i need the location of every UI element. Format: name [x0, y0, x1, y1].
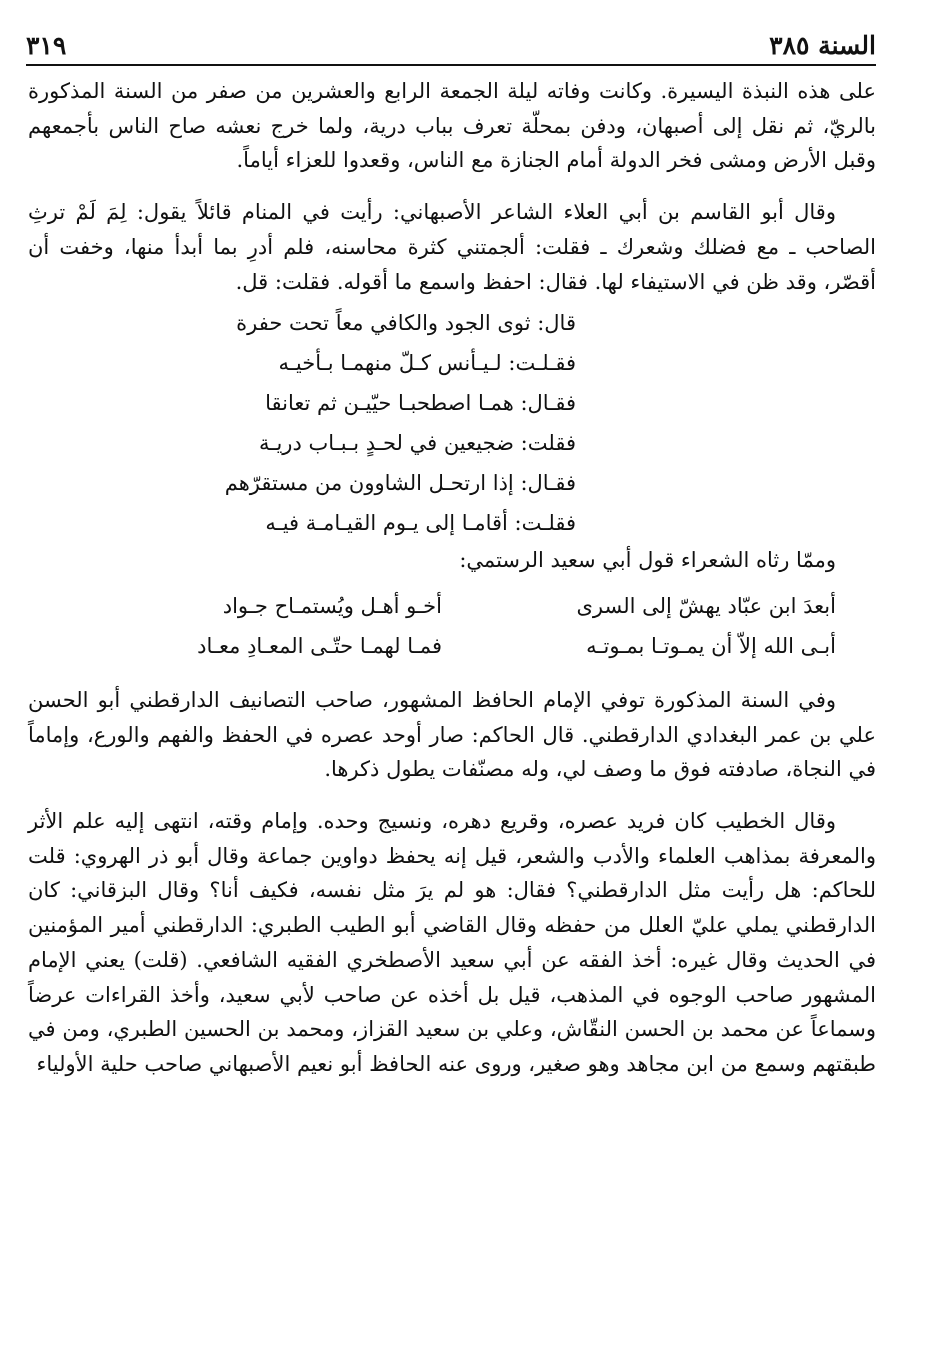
- dialogue-line: فقـال: إذا ارتحـل الشاوون من مستقرّهم: [224, 471, 576, 496]
- page-number: ٣١٩: [26, 31, 67, 60]
- verse: [28, 586, 876, 626]
- dialogue-line: قال: ثوى الجود والكافي معاً تحت حفرة: [236, 311, 576, 336]
- paragraph: وقال أبو القاسم بن أبي العلاء الشاعر الأصبهاني: رأيت في المنام قائلاً يقول: لِمَ لَمْ ترثِ الصاحب ـ مع فضلك وشعرك ـ فقلت: ألجمتني كثرة محاسنه، فلم أدرِ بما أبدأ منها، وخفت أن أقصّر، وقد ظن في الاستيفاء لها. فقال: احفظ واسمع ما أقوله. فقلت: قل.: [28, 200, 876, 294]
- dialogue-line: فقلت: ضجيعين في لحـدٍ بـبـاب دريـة: [259, 431, 576, 456]
- verse-second-hemistich: فمـا لهمـا حتّـى المعـادِ معـاد: [197, 633, 442, 658]
- running-title: السنة ٣٨٥: [769, 31, 876, 60]
- page-header: [26, 22, 876, 62]
- dialogue-line: فقـلـت: لـيـأنس كـلّ منهمـا بـأخيـه: [278, 351, 576, 376]
- header-rule: [26, 64, 876, 66]
- verse-second-hemistich: أخـو أهـل ويُستمـاح جـواد: [222, 593, 442, 618]
- paragraph: وفي السنة المذكورة توفي الإمام الحافظ المشهور، صاحب التصانيف الدارقطني أبو الحسن علي بن عمر البغدادي الدارقطني. قال الحاكم: صار أوحد عصره في الحفظ والفهم والورع، وإماماً في النجاة، صادفته فوق ما وصف لي، وله مصنّفات يطول ذكرها.: [28, 687, 876, 782]
- page-body: [28, 74, 876, 1082]
- dialogue-line: فقلـت: أقامـا إلى يـوم القيـامـة فيـه: [265, 511, 576, 536]
- dialogue-poem: [28, 303, 876, 543]
- paragraph: على هذه النبذة اليسيرة. وكانت وفاته ليلة الجمعة الرابع والعشرين من صفر من السنة المذكورة بالريّ، ثم نقل إلى أصبهان، ودفن بمحلّة تعرف بباب درية، ولما خرج نعشه صاح الناس بأجمعهم وقبل الأرض ومشى فخر الدولة أمام الجنازة مع الناس، وقعدوا للعزاء أياماً.: [28, 79, 876, 173]
- verse: [28, 626, 876, 666]
- paragraph: وقال الخطيب كان فريد عصره، وقريع دهره، ونسيج وحده. وإمام وقته، انتهى إليه علم الأثر والمعرفة بمذاهب العلماء والأدب والشعر، قيل إنه يحفظ دواوين جماعة وقال أبو ذر الهروي: قلت للحاكم: هل رأيت مثل الدارقطني؟ فقال: هو لم يرَ مثل نفسه، فكيف أنا؟ وقال البزقاني: كان الدارقطني يملي عليّ العلل من حفظه وقال القاضي أبو الطيب الطبري: الدارقطني أمير المؤمنين في الحديث وقال غيره: أخذ الفقه عن أبي سعيد الأصطخري الفقيه الشافعي. (قلت) يعني الإمام المشهور صاحب الوجوه في المذهب، قيل بل أخذه عن صاحب لأبي سعيد، وأخذ القراءات عرضاً وسماعاً عن محمد بن الحسن النقّاش، وعلي بن سعيد القزاز، ومحمد بن الحسين الطبري، ومن في طبقتهم وسمع من ابن مجاهد وهو صغير، وروى عنه الحافظ أبو نعيم الأصبهاني صاحب حلية الأولياء: [28, 809, 876, 1076]
- elegy-verses: [28, 586, 876, 666]
- elegy-intro: وممّا رثاه الشعراء قول أبي سعيد الرستمي:: [459, 548, 836, 573]
- verse-first-hemistich: أبـى الله إلاّ أن يمـوتـا بمـوتـه: [586, 633, 836, 658]
- dialogue-line: فقـال: همـا اصطحبـا حيّيـن ثم تعانقا: [265, 391, 576, 416]
- verse-first-hemistich: أبعدَ ابن عبّاد يهشّ إلى السرى: [576, 593, 836, 618]
